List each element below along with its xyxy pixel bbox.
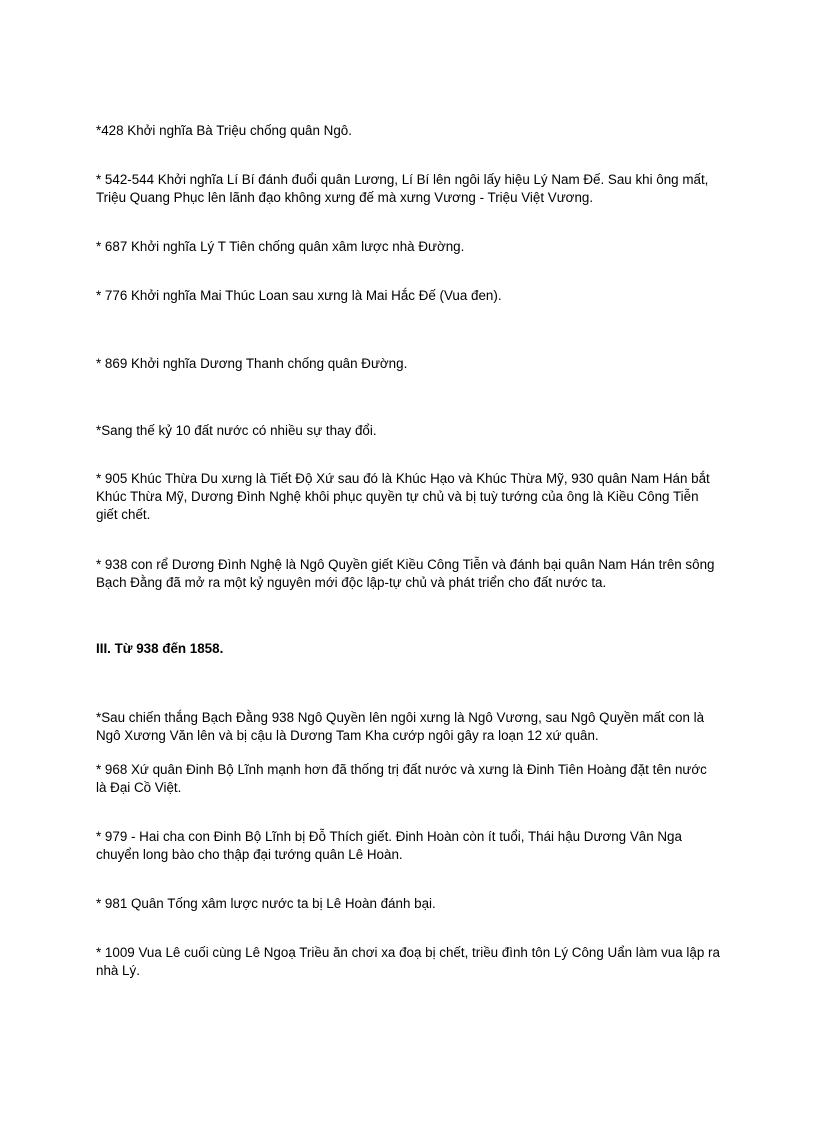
paragraph-968: * 968 Xứ quân Đinh Bộ Lĩnh mạnh hơn đã thống trị đất nước và xưng là Đinh Tiên Hoàng đặt tên nước là Đại Cồ Việt.: [96, 762, 707, 795]
section-heading: III. Từ 938 đến 1858.: [96, 641, 224, 656]
paragraph-905: * 905 Khúc Thừa Du xưng là Tiết Độ Xứ sau đó là Khúc Hạo và Khúc Thừa Mỹ, 930 quân Nam Hán bắt Khúc Thừa Mỹ, Dương Đình Nghệ khôi phục quyền tự chủ và bị tuỳ tướng của ông là Kiều Công Tiễn giết chết.: [96, 471, 710, 522]
paragraph-979: * 979 - Hai cha con Đinh Bộ Lĩnh bị Đỗ Thích giết. Đinh Hoàn còn ít tuổi, Thái hậu Dương Vân Nga chuyển long bào cho thập đại tướng quân Lê Hoàn.: [96, 829, 682, 862]
paragraph-687: * 687 Khởi nghĩa Lý T Tiên chống quân xâm lược nhà Đường.: [96, 239, 465, 254]
paragraph-century-10: *Sang thế kỷ 10 đất nước có nhiều sự thay đổi.: [96, 423, 377, 438]
paragraph-776: * 776 Khởi nghĩa Mai Thúc Loan sau xưng là Mai Hắc Đế (Vua đen).: [96, 288, 502, 303]
paragraph-938: * 938 con rể Dương Đình Nghệ là Ngô Quyền giết Kiều Công Tiễn và đánh bại quân Nam Hán trên sông Bạch Đằng đã mở ra một kỷ nguyên mới độc lập-tự chủ và phát triển cho đất nước ta.: [96, 557, 715, 590]
paragraph-428: *428 Khởi nghĩa Bà Triệu chống quân Ngô.: [96, 123, 352, 138]
paragraph-869: * 869 Khởi nghĩa Dương Thanh chống quân Đường.: [96, 356, 408, 371]
paragraph-after-bach-dang: *Sau chiến thắng Bạch Đằng 938 Ngô Quyền lên ngôi xưng là Ngô Vương, sau Ngô Quyền mất con là Ngô Xương Văn lên và bị cậu là Dương Tam Kha cướp ngôi gây ra loạn 12 xứ quân.: [96, 710, 705, 743]
paragraph-542-544: * 542-544 Khởi nghĩa Lí Bí đánh đuổi quân Lương, Lí Bí lên ngôi lấy hiệu Lý Nam Đế. Sau khi ông mất, Triệu Quang Phục lên lãnh đạo không xưng đế mà xưng Vương - Triệu Việt Vương.: [96, 172, 709, 205]
paragraph-981: * 981 Quân Tống xâm lược nước ta bị Lê Hoàn đánh bại.: [96, 896, 436, 911]
paragraph-1009: * 1009 Vua Lê cuối cùng Lê Ngoạ Triều ăn chơi xa đoạ bị chết, triều đình tôn Lý Công Uẩn làm vua lập ra nhà Lý.: [96, 945, 720, 978]
